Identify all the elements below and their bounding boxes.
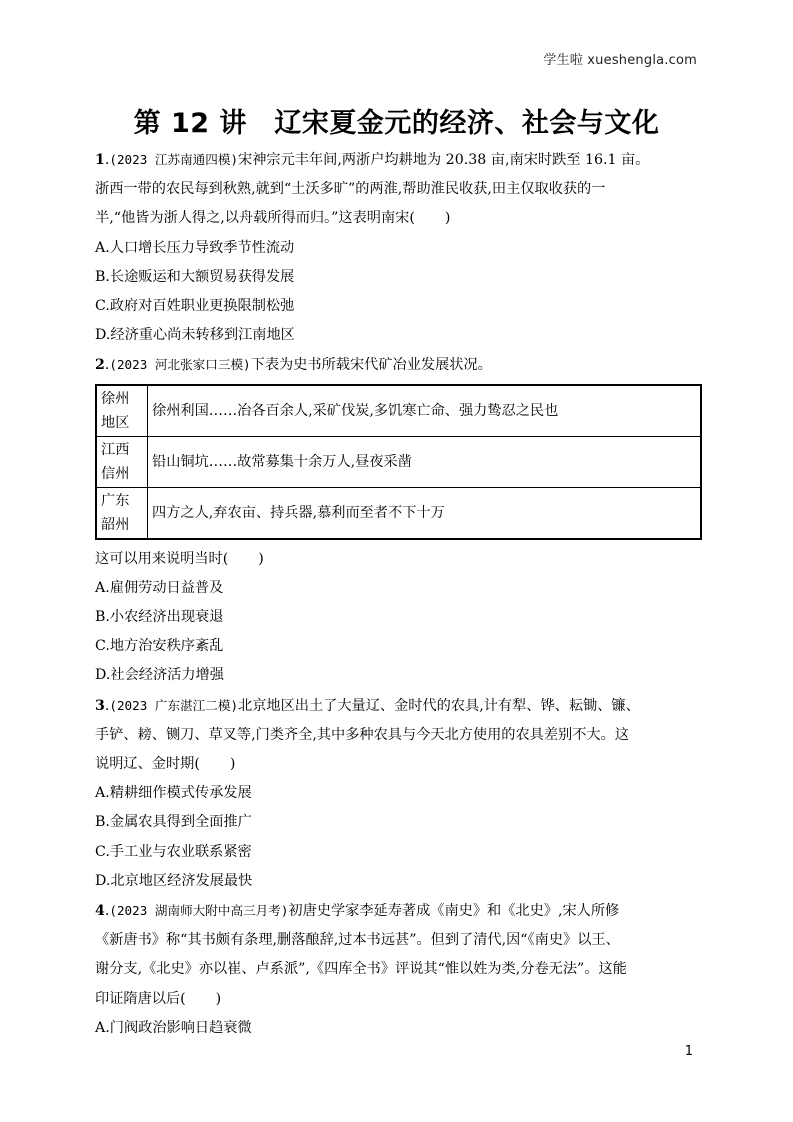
question-2 <box>95 350 705 690</box>
table-cell-region: 江西 信州 <box>96 436 148 487</box>
mining-table <box>95 384 702 540</box>
period-mark: . <box>104 152 110 168</box>
close-paren: ) <box>215 990 222 1007</box>
stem-text: 这可以用来说明当时( <box>95 550 229 567</box>
stem-line: 北京地区出土了大量辽、金时代的农具,计有犁、铧、耘锄、镰、 <box>238 697 640 714</box>
question-stem <box>95 350 705 380</box>
close-paren: ) <box>444 210 451 227</box>
site-watermark: 学生啦 xueshengla.com <box>543 53 697 68</box>
stem-line: 宋神宗元丰年间,两浙户均耕地为 20.38 亩,南宋时跌至 16.1 亩。 <box>238 152 650 168</box>
question-stem <box>95 691 705 721</box>
period-mark: . <box>104 697 110 714</box>
close-paren: ) <box>229 756 236 773</box>
stem-line: 《新唐书》称“其书颇有条理,删落酿辞,过本书远甚”。但到了清代,因“《南史》以王、 <box>95 932 620 949</box>
option-a: A.人口增长压力导致季节性流动 <box>95 239 295 256</box>
option-b: B.长途贩运和大额贸易获得发展 <box>95 268 295 285</box>
option-c: C.政府对百姓职业更换限制松弛 <box>95 298 295 315</box>
option-c: C.手工业与农业联系紧密 <box>95 843 252 860</box>
question-number: 4 <box>95 903 105 920</box>
period-mark: . <box>104 903 110 920</box>
close-paren: ) <box>258 550 264 567</box>
stem-line: 下表为史书所载宋代矿冶业发展状况。 <box>250 357 492 374</box>
question-stem <box>95 896 705 926</box>
stem-line <box>95 545 705 574</box>
question-stem <box>95 145 705 175</box>
stem-line <box>95 750 705 779</box>
question-4 <box>95 896 705 1043</box>
question-number: 3 <box>95 697 105 714</box>
option-b: B.小农经济出现衰退 <box>95 609 224 626</box>
question-1 <box>95 145 705 350</box>
option-a: A.精耕细作模式传承发展 <box>95 785 252 802</box>
page-number: 1 <box>684 1044 693 1059</box>
option-a: A.门阀政治影响日趋衰微 <box>95 1019 252 1036</box>
stem-line <box>95 985 705 1014</box>
period-mark: . <box>104 357 110 374</box>
question-source: (2023 江苏南通四模) <box>109 152 239 167</box>
question-3 <box>95 691 705 896</box>
question-source: (2023 河北张家口三模) <box>109 357 251 373</box>
stem-line: 初唐史学家李延寿著成《南史》和《北史》,宋人所修 <box>288 903 620 920</box>
table-row <box>96 436 701 487</box>
stem-text: 印证隋唐以后( <box>95 990 186 1007</box>
question-source: (2023 湖南师大附中高三月考) <box>109 903 289 919</box>
option-b: B.金属农具得到全面推广 <box>95 814 252 831</box>
question-number: 2 <box>95 357 105 374</box>
option-d: D.北京地区经济发展最快 <box>95 872 253 889</box>
table-cell-text: 铅山铜坑……故常募集十余万人,昼夜采凿 <box>148 436 702 487</box>
table-cell-region: 徐州 地区 <box>96 385 148 437</box>
stem-line: 谢分支,《北史》亦以崔、卢系派”,《四库全书》评说其“惟以姓为类,分卷无法”。这能 <box>95 961 627 978</box>
option-d: D.社会经济活力增强 <box>95 667 224 684</box>
question-list <box>95 145 705 1043</box>
option-d: D.经济重心尚未转移到江南地区 <box>95 327 295 344</box>
page-title: 第 12 讲 辽宋夏金元的经济、社会与文化 <box>133 108 660 139</box>
stem-text: 说明辽、金时期( <box>95 756 200 773</box>
stem-text: 半,“他皆为浙人得之,以舟载所得而归。”这表明南宋( <box>95 210 415 227</box>
stem-line <box>95 204 705 233</box>
table-cell-text: 徐州利国……冶各百余人,采矿伐炭,多饥寒亡命、强力鸷忍之民也 <box>148 385 702 437</box>
table-row <box>96 487 701 539</box>
question-source: (2023 广东湛江二模) <box>109 697 239 713</box>
option-a: A.雇佣劳动日益普及 <box>95 579 224 596</box>
table-row <box>96 385 701 437</box>
stem-line: 浙西一带的农民每到秋熟,就到“土沃多旷”的两淮,帮助淮民收获,田主仅取收获的一 <box>95 181 606 198</box>
question-number: 1 <box>95 152 105 168</box>
table-cell-region: 广东 韶州 <box>96 487 148 539</box>
stem-line: 手铲、耪、铡刀、草叉等,门类齐全,其中多种农具与今天北方使用的农具差别不大。这 <box>95 726 629 743</box>
option-c: C.地方治安秩序紊乱 <box>95 638 224 655</box>
table-cell-text: 四方之人,弃农亩、持兵器,慕利而至者不下十万 <box>148 487 702 539</box>
